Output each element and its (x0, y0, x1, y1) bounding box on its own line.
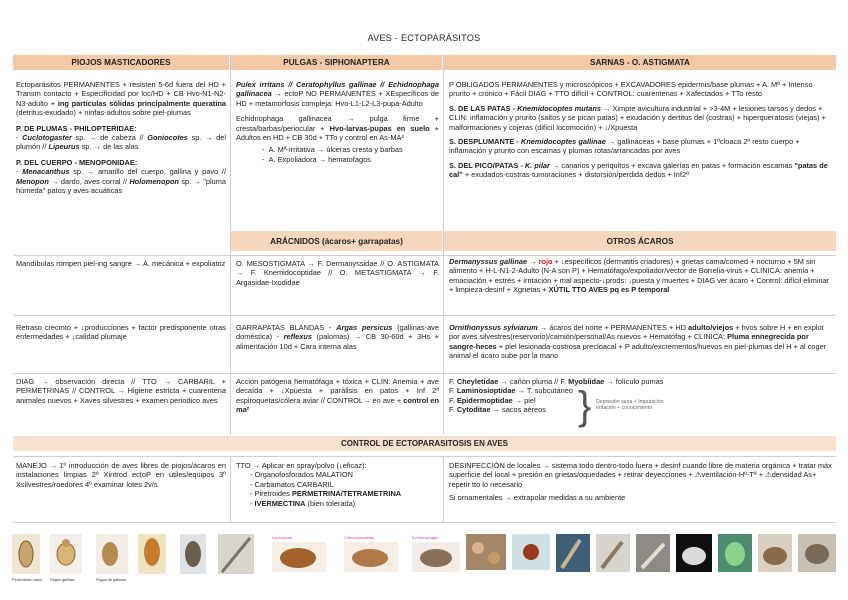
header-aracnidos: ARÁCNIDOS (ácaros+ garrapatas) (231, 231, 442, 251)
piojos-diag: DIAG → observación directa // TTO → CARBARIL + PERMETRINAS // CONTROL → Higiene estricta + cuarentena animales nuevos + Xaves silvestres + examen periodico aves (16, 377, 226, 405)
louse-image-1 (12, 534, 40, 574)
aracnidos-garrapatas: GARRAPATAS BLANDAS - Argas persicus (gallinas-ave doméstica) - reflexus (palomas) → CB 30-60d + 3Hs + alimentación 10d + Cara interna alas (236, 323, 439, 351)
sarnas-pico: S. DEL PICO/PATAS - K. pilar → canarios y periquitos + excava galerías en patas + formación escamas "patas de cal" + exudados-costras-tumoraciones + distorsión/perdida dedos + Inf2ª (449, 160, 828, 180)
image-caption-3: Pagos de gallinas (96, 578, 126, 582)
sarnas-patas: S. DE LAS PATAS - Knemidocoptes mutans → Ximpte avicultura industrial + >3-4M + lesiones tarsos y dedos + CLIN: inflamación y prurito (saltos y se pican patas) + exudación y dertitus del (costras) + hiperqueratosis (viejas) + malformaciones y cojeras (difícil locomoción) + ↓/Xpuesta (449, 103, 826, 132)
aracnidos-accion: Acción patógena hematófaga + tóxica + CLIN: Anemia + ave decaída + ↓Xpuesta + parálisis en patos + Inf 2ª espiroquetas/cólera aviar // CONTROL→ en ave + control en ma² (236, 377, 439, 415)
control-desinfeccion: DESINFECCIÓN de locales → sistema todo dentro-todo fuera + desinf cuando libre de materia orgánica + tratar máx superficie del local + presión en grietas/oquedades + retirar deyecciones + ⚠ventilación-Hº-Tª + ⚠densidad As+ repetir tto lo necesario (449, 461, 832, 489)
mite-image-2 (512, 534, 550, 570)
divider (230, 456, 231, 522)
control-tto (236, 461, 439, 519)
sarnas-desplumante: S. DESPLUMANTE - Knemidocoptes gallinae → gallináceas + base plumas + 1ºcloaca 2º resto cuerpo + inflamación y prurito con escamas y plumas rotas/arrancadas por aves (449, 137, 800, 156)
pulgas-block (236, 80, 439, 230)
bird-image-1 (676, 534, 712, 572)
control-ornamentales: Si ornamentales → extrapolar medidas a su ambiente (449, 493, 626, 503)
parrot-image (718, 534, 752, 572)
piojos-plumas: P. DE PLUMAS - PHILOPTERIDAE: - Cuclotogaster sp. → de cabeza // Goniocotes sp. → del plumón // Lipeurus sp. → de las alas (16, 123, 226, 152)
header-control: CONTROL DE ECTOPARASITOSIS EN AVES (13, 436, 836, 451)
control-tto-4: - IVERMECTINA (bien tolerada) (250, 499, 439, 508)
pulgas-acciones (236, 145, 439, 164)
flea-image-3 (412, 542, 460, 572)
pulgas-echidnophaga: Echidnophaga gallinacea → pulga firme + cresta/barbas/periocular + Hvo-larvas-pupas en suelo + Adultos en HD + CB 30d + TTo y control en As-MA² (236, 114, 439, 143)
control-tto-2: - Carbamatos CARBARIL (250, 480, 439, 489)
image-caption-2: Pagos gallinas (50, 578, 75, 582)
header-pulgas: PULGAS - SIPHONAPTERA (231, 55, 442, 70)
header-piojos: PIOJOS MASTICADORES (13, 55, 229, 70)
otros-familia-3: F. Epidermoptidae → piel (449, 395, 536, 405)
otros-familia-4: F. Cytoditae → sacos aéreos (449, 405, 546, 415)
divider (13, 373, 836, 374)
otros-nota: Depresión sana + Imputación irritación + conocimiento (596, 399, 664, 412)
control-tto-intro: TTO → Aplicar en spray/polvo (↓eficaz): (236, 461, 367, 470)
pulgas-accion-1: - A. Mª-irritativa → úlceras cresta y barbas (262, 145, 403, 155)
control-tto-3: - Piretroides PERMETRINA/TETRAMETRINA (250, 489, 439, 498)
divider (13, 522, 836, 523)
flea-image-2 (344, 542, 398, 572)
flea-image-1 (272, 542, 326, 572)
control-tto-list (236, 470, 439, 508)
image-caption-6: Echidnophaga... (412, 535, 441, 540)
feather-image (218, 534, 254, 574)
sarnas-block (449, 80, 833, 230)
pulgas-intro: Pulex irritans // Ceratophyllus gallinae // Echidnophaga gallinacea → ectoP NO PERMANENTES + XEspecíficos de HD + metamorfosis compleja: Hvo-L1-L2-L3-pupa-Adulto (236, 80, 439, 108)
bird-image-2 (758, 534, 792, 572)
bird-leg-image-2 (596, 534, 630, 572)
otros-familia-1: F. Cheyletidae → cañón pluma // F. Myobiidae → folículo pumas (449, 377, 664, 386)
mite-image-1 (466, 534, 506, 570)
bird-leg-image-1 (556, 534, 590, 572)
piojos-intro-block (16, 80, 226, 250)
aracnidos-clasificacion: O. MESOSTIGMATA → F. Dermanyssidae // O. ASTIGMATA → F. Knemidocoptidae // O. METASTIGMATA → F. Argasidae-Ixodidae (236, 259, 439, 287)
louse-image-5 (180, 534, 206, 574)
image-caption-1: Pediculidae mano (12, 578, 43, 582)
piojos-intro: Ectoparásitos PERMANENTES + resisten 5-6d fuera del HD + Transm contacto + Especificidad por loc/HD + CB Hvo-N1-N2-N3-adulto + ing partículas sólidas principalmente queratina (detritus-exudado) + ninfas-adultos sobre piel-plumas (16, 80, 226, 118)
piojos-clinica: Retraso crecmto + ↓producciones + factor predisponente otras enfermedades + ↓calidad plumaje (16, 323, 226, 342)
control-manejo: MANEJO → 1º introducción de aves libres de piojos/ácaros en instalaciones limpias 2º Xintrod ectoP en útiles/equipos 3º Xsilvestres/roedores 4º examinar lotes 2v/s (16, 461, 226, 489)
image-caption-5: Ctenocephalides... (344, 535, 378, 540)
brace-icon: } (578, 384, 592, 428)
piojos-accion: Mandíbulas rompen piel-ing sangre → A. mecánica + expoliatriz (16, 259, 226, 268)
page-title: AVES - ECTOPARÁSITOS (367, 33, 481, 43)
piojos-cuerpo: P. DEL CUERPO - MENOPONIDAE: - Menacanthus sp. → amarillo del cuerpo, gallina y pavo // Menopon → dardo, aves corral // Holomenopon sp. → "pluma húmeda" patos y aves acuáticas (16, 157, 226, 196)
otros-dermanyssus: Dermanyssus gallinae → rojo + ↓específicos (dermatitis criadores) + grietas cama/comed + nocturno + 5M sin alimento + H-L-N1-2-Adulto (N-A son P) + Hematófago/expoliador/vector de Borrelia-virus + CLINICA: anemia + emaciación + estrés + irritación + mal aspecto-↓prods: ↓puesta y muertes + DIAG ver ácaro + Control: difícil eliminar + limpieza-desinf + Xgrietas + XÚTIL TTO AVES pq es P temporal (449, 257, 830, 295)
pulgas-accion-2: - A. Expoliadora → hematofagos (262, 154, 371, 164)
louse-image-4 (138, 534, 166, 574)
otros-ornithonyssus: Ornithonyssus sylviarum → ácaros del norte + PERMANENTES + HD adulto/viejos + hvos sobre H + en explot por aves silvestres(reservorio)/camión/personal/As nuevos + Hematófag + CLINICA: Pluma ennegrecida por sangre-heces + piel lesionada-costrosa precloacal + P adulto/excrementos/huevos en piel-plumas del H + al coger animal el ácaro sube por la mano (449, 323, 827, 361)
control-tto-1: - Organofosforados MALATION (250, 470, 439, 479)
otros-familia-2: F. Laminosioptidae → T. subcutáneo (449, 386, 573, 396)
divider (13, 255, 836, 256)
divider (13, 315, 836, 316)
control-desinfeccion-block (449, 461, 833, 519)
header-sarnas: SARNAS - O. ASTIGMATA (444, 55, 836, 70)
bird-leg-image-3 (636, 534, 670, 572)
louse-image-2 (50, 534, 82, 574)
louse-image-3 (96, 534, 128, 574)
divider (13, 456, 836, 457)
bird-image-3 (798, 534, 836, 572)
sarnas-intro: P OBLIGADOS PERMANENTES y microscópicos + EXCAVADORES epidermis/base plumas + A. Mª + Intenso prurito + crónico + Fácil DIAG + TTO difícil + CONTROL: cuarentenas + Xafectados + TTo resto (449, 80, 813, 99)
divider (443, 456, 444, 522)
image-caption-4: Liponyssus... (272, 535, 296, 540)
header-otros-acaros: OTROS ÁCAROS (444, 231, 836, 251)
